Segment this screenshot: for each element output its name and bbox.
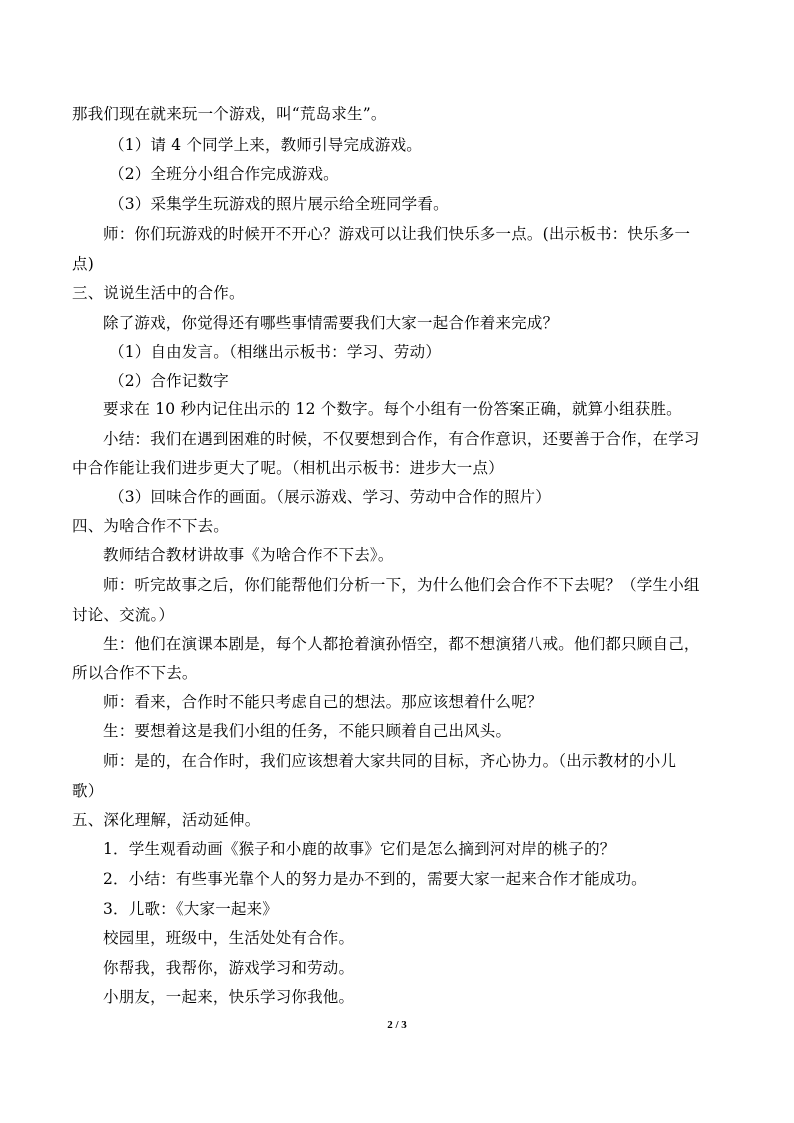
text-line: 所以合作不下去。 <box>72 664 198 682</box>
text-line: 师：看来，合作时不能只考虑自己的想法。那应该想着什么呢？ <box>103 693 543 711</box>
text-line: 生：要想着这是我们小组的任务，不能只顾着自己出风头。 <box>103 722 512 740</box>
page-number: 2 / 3 <box>387 1019 407 1031</box>
text-line: 中合作能让我们进步更大了呢。（相机出示板书：进步大一点） <box>72 459 504 477</box>
text-line: 小结：我们在遇到困难的时候，不仅要想到合作，有合作意识，还要善于合作，在学习 <box>103 430 700 448</box>
text-line: 歌） <box>72 782 104 800</box>
text-line: 师：你们玩游戏的时候开不开心？游戏可以让我们快乐多一点。(出示板书：快乐多一 <box>103 225 691 243</box>
text-line: 讨论、交流。） <box>72 606 175 624</box>
text-line: （1）自由发言。（相继出示板书：学习、劳动） <box>109 343 442 361</box>
section-heading: 四、为啥合作不下去。 <box>72 517 230 535</box>
text-line: 生：他们在演课本剧是，每个人都抢着演孙悟空，都不想演猪八戒。他们都只顾自己， <box>103 635 700 653</box>
text-line: （2）合作记数字 <box>109 372 229 390</box>
text-line: 要求在 10 秒内记住出示的 12 个数字。每个小组有一份答案正确，就算小组获胜。 <box>103 400 682 418</box>
section-heading: 三、说说生活中的合作。 <box>72 284 245 302</box>
text-line: （1）请 4 个同学上来，教师引导完成游戏。 <box>109 136 422 154</box>
text-line: 你帮我，我帮你，游戏学习和劳动。 <box>103 959 355 977</box>
text-line: 2．小结：有些事光靠个人的努力是办不到的，需要大家一起来合作才能成功。 <box>103 870 647 888</box>
text-line: 师：听完故事之后，你们能帮他们分析一下，为什么他们会合作不下去呢？（学生小组 <box>103 576 700 594</box>
text-line: 3．儿歌：《大家一起来》 <box>103 900 279 918</box>
text-line: 1．学生观看动画《猴子和小鹿的故事》它们是怎么摘到河对岸的桃子的？ <box>103 840 616 858</box>
text-line: 教师结合教材讲故事《为啥合作不下去》。 <box>103 546 394 564</box>
text-line: （3）采集学生玩游戏的照片展示给全班同学看。 <box>109 195 449 213</box>
text-line: （2）全班分小组合作完成游戏。 <box>109 165 339 183</box>
text-line: 那我们现在就来玩一个游戏，叫“荒岛求生”。 <box>72 105 387 123</box>
text-line: 校园里，班级中，生活处处有合作。 <box>103 929 355 947</box>
section-heading: 五、深化理解，活动延伸。 <box>72 811 261 829</box>
text-line: 师：是的，在合作时，我们应该想着大家共同的目标，齐心协力。（出示教材的小儿 <box>103 752 677 770</box>
text-line: （3）回味合作的画面。（展示游戏、学习、劳动中合作的照片） <box>109 488 551 506</box>
text-line: 除了游戏，你觉得还有哪些事情需要我们大家一起合作着来完成？ <box>103 314 559 332</box>
text-line: 点) <box>72 255 94 273</box>
text-line: 小朋友，一起来，快乐学习你我他。 <box>103 988 355 1006</box>
